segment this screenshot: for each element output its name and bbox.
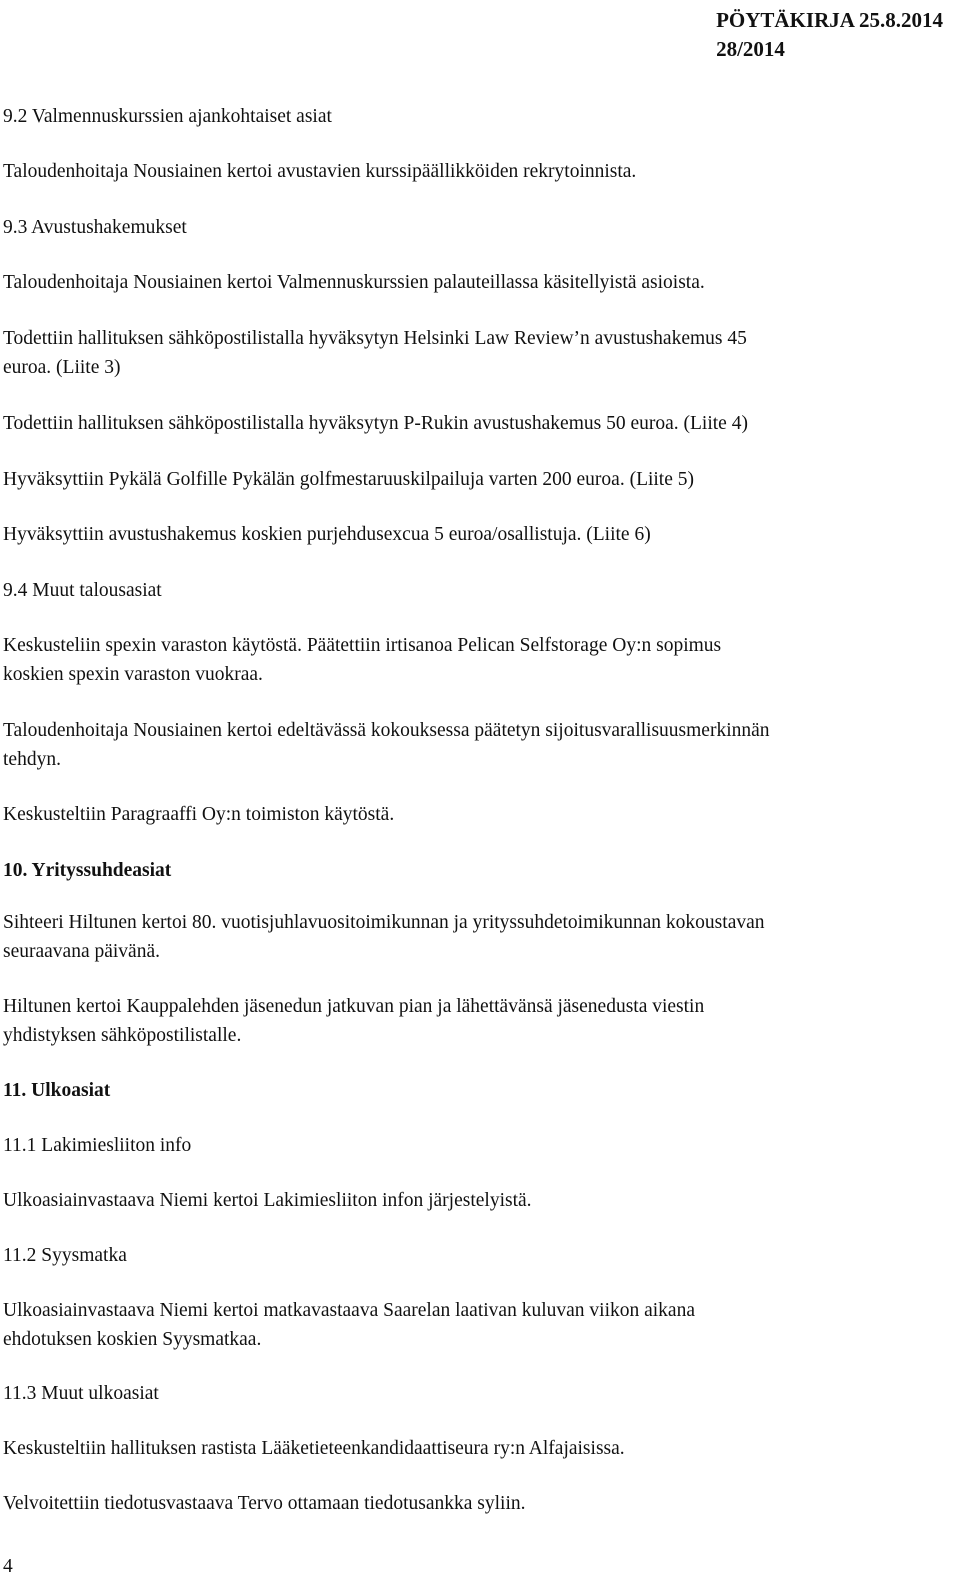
paragraph-line: euroa. (Liite 3) bbox=[3, 357, 121, 378]
paragraph-line: seuraavana päivänä. bbox=[3, 941, 160, 962]
paragraph: Ulkoasiainvastaava Niemi kertoi Lakimiesliiton infon järjestelyistä. bbox=[3, 1190, 532, 1211]
section-heading-9-3: 9.3 Avustushakemukset bbox=[3, 217, 187, 238]
paragraph: Velvoitettiin tiedotusvastaava Tervo ottamaan tiedotusankka syliin. bbox=[3, 1493, 526, 1514]
paragraph-line: Taloudenhoitaja Nousiainen kertoi edeltävässä kokouksessa päätetyn sijoitusvarallisuusmerkinnän bbox=[3, 720, 770, 741]
section-heading-11-3: 11.3 Muut ulkoasiat bbox=[3, 1383, 159, 1404]
paragraph-line: Keskusteliin spexin varaston käytöstä. Päätettiin irtisanoa Pelican Selfstorage Oy:n sopimus bbox=[3, 635, 722, 656]
paragraph-line: Todettiin hallituksen sähköpostilistalla hyväksytyn Helsinki Law Review’n avustushakemus 45 bbox=[3, 328, 747, 349]
paragraph: Hyväksyttiin Pykälä Golfille Pykälän golfmestaruuskilpailuja varten 200 euroa. (Liite 5) bbox=[3, 469, 695, 490]
paragraph-line: yhdistyksen sähköpostilistalle. bbox=[3, 1025, 242, 1046]
paragraph: Keskusteltiin hallituksen rastista Lääketieteenkandidaattiseura ry:n Alfajaisissa. bbox=[3, 1438, 625, 1459]
section-heading-11-2: 11.2 Syysmatka bbox=[3, 1245, 127, 1266]
section-heading-10: 10. Yrityssuhdeasiat bbox=[3, 860, 172, 881]
section-heading-11-1: 11.1 Lakimiesliiton info bbox=[3, 1135, 192, 1156]
header-document-number: 28/2014 bbox=[716, 37, 785, 61]
header-title: PÖYTÄKIRJA 25.8.2014 bbox=[716, 8, 943, 32]
paragraph: Taloudenhoitaja Nousiainen kertoi Valmennuskurssien palauteillassa käsitellyistä asioista. bbox=[3, 272, 705, 293]
paragraph: Keskusteltiin Paragraaffi Oy:n toimiston käytöstä. bbox=[3, 804, 395, 825]
paragraph-line: ehdotuksen koskien Syysmatkaa. bbox=[3, 1329, 262, 1350]
section-heading-9-2: 9.2 Valmennuskurssien ajankohtaiset asiat bbox=[3, 106, 332, 127]
paragraph-line: Sihteeri Hiltunen kertoi 80. vuotisjuhlavuositoimikunnan ja yrityssuhdetoimikunnan kokoustavan bbox=[3, 912, 765, 933]
paragraph-line: Hiltunen kertoi Kauppalehden jäsenedun jatkuvan pian ja lähettävänsä jäsenedusta viestin bbox=[3, 996, 705, 1017]
page-number: 4 bbox=[3, 1556, 13, 1577]
paragraph: Taloudenhoitaja Nousiainen kertoi avustavien kurssipäällikköiden rekrytoinnista. bbox=[3, 161, 637, 182]
section-heading-9-4: 9.4 Muut talousasiat bbox=[3, 580, 162, 601]
paragraph-line: Ulkoasiainvastaava Niemi kertoi matkavastaava Saarelan laativan kuluvan viikon aikana bbox=[3, 1300, 695, 1321]
paragraph-line: tehdyn. bbox=[3, 749, 61, 770]
document-header bbox=[716, 6, 943, 64]
paragraph: Hyväksyttiin avustushakemus koskien purjehdusexcua 5 euroa/osallistuja. (Liite 6) bbox=[3, 524, 651, 545]
section-heading-11: 11. Ulkoasiat bbox=[3, 1080, 111, 1101]
paragraph-line: koskien spexin varaston vuokraa. bbox=[3, 664, 263, 685]
paragraph: Todettiin hallituksen sähköpostilistalla hyväksytyn P-Rukin avustushakemus 50 euroa. (Liite 4) bbox=[3, 413, 748, 434]
